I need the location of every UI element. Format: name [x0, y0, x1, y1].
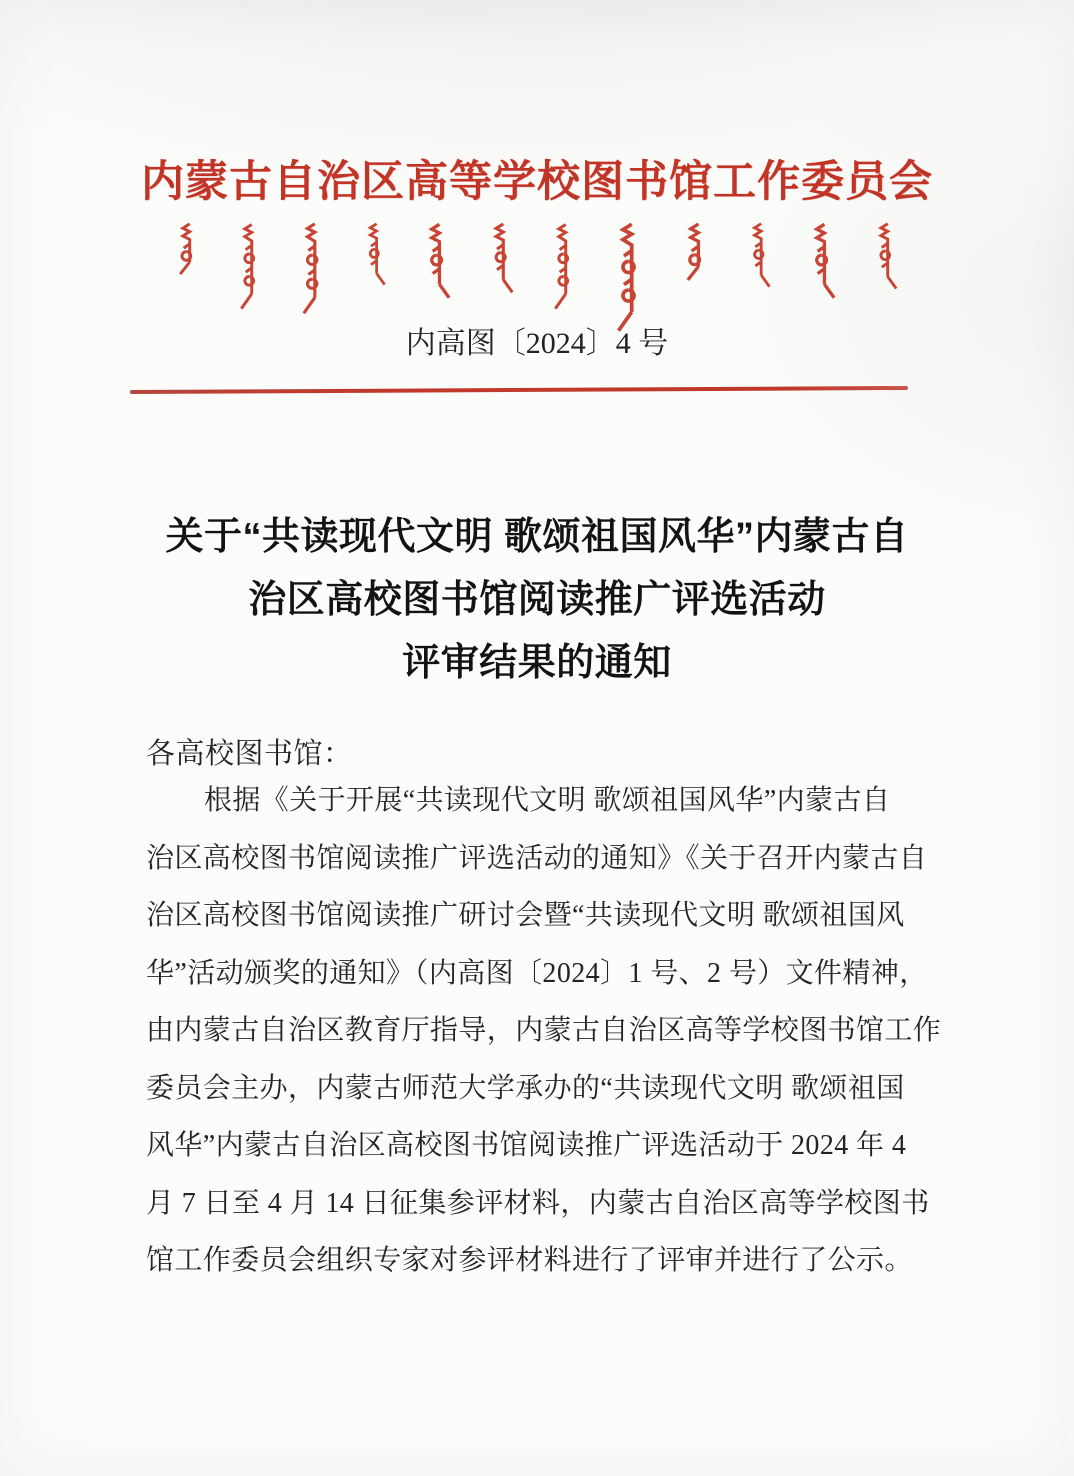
body-line: 治区高校图书馆阅读推广研讨会暨“共读现代文明 歌颂祖国风 [146, 900, 905, 931]
document-title-line: 关于“共读现代文明 歌颂祖国风华”内蒙古自 [165, 516, 909, 558]
body-line: 根据《关于开展“共读现代文明 歌颂祖国风华”内蒙古自 [204, 785, 891, 816]
mongolian-word-icon [747, 222, 772, 290]
body-line: 治区高校图书馆阅读推广评选活动的通知》《关于召开内蒙古自 [146, 842, 928, 874]
document-number: 内高图〔2024〕4 号 [405, 327, 669, 360]
mongolian-word-icon [682, 222, 711, 282]
mongolian-word-icon [488, 222, 515, 296]
body-line: 馆工作委员会组织专家对参评材料进行了评审并进行了公示。 [146, 1245, 913, 1276]
mongolian-word-icon [873, 222, 899, 292]
mongolian-word-icon [175, 222, 201, 276]
red-header-divider [130, 386, 908, 394]
document-title [0, 506, 1074, 695]
document-title-line: 评审结果的通知 [402, 642, 672, 684]
salutation: 各高校图书馆： [146, 738, 353, 770]
body-line: 华”活动颁奖的通知》（内高图〔2024〕1 号、2 号）文件精神， [146, 957, 928, 989]
mongolian-word-icon [808, 222, 837, 302]
org-name-header: 内蒙古自治区高等学校图书馆工作委员会 [141, 159, 933, 206]
body-line: 风华”内蒙古自治区高校图书馆阅读推广评选活动于 2024 年 4 [146, 1130, 907, 1161]
body-line: 由内蒙古自治区教育厅指导，内蒙古自治区高等学校图书馆工作 [146, 1015, 942, 1046]
mongolian-word-icon [299, 222, 327, 316]
body-line: 委员会主办，内蒙古师范大学承办的“共读现代文明 歌颂祖国 [146, 1072, 905, 1104]
body-line: 月 7 日至 4 月 14 日征集参评材料，内蒙古自治区高等学校图书 [146, 1187, 930, 1219]
body-paragraph [146, 772, 942, 1290]
mongolian-word-icon [363, 222, 387, 288]
mongolian-word-icon [237, 222, 263, 312]
mongolian-word-icon [423, 222, 452, 302]
mongolian-word-icon [551, 222, 577, 312]
document-title-line: 治区高校图书馆阅读推广评选活动 [248, 579, 826, 621]
